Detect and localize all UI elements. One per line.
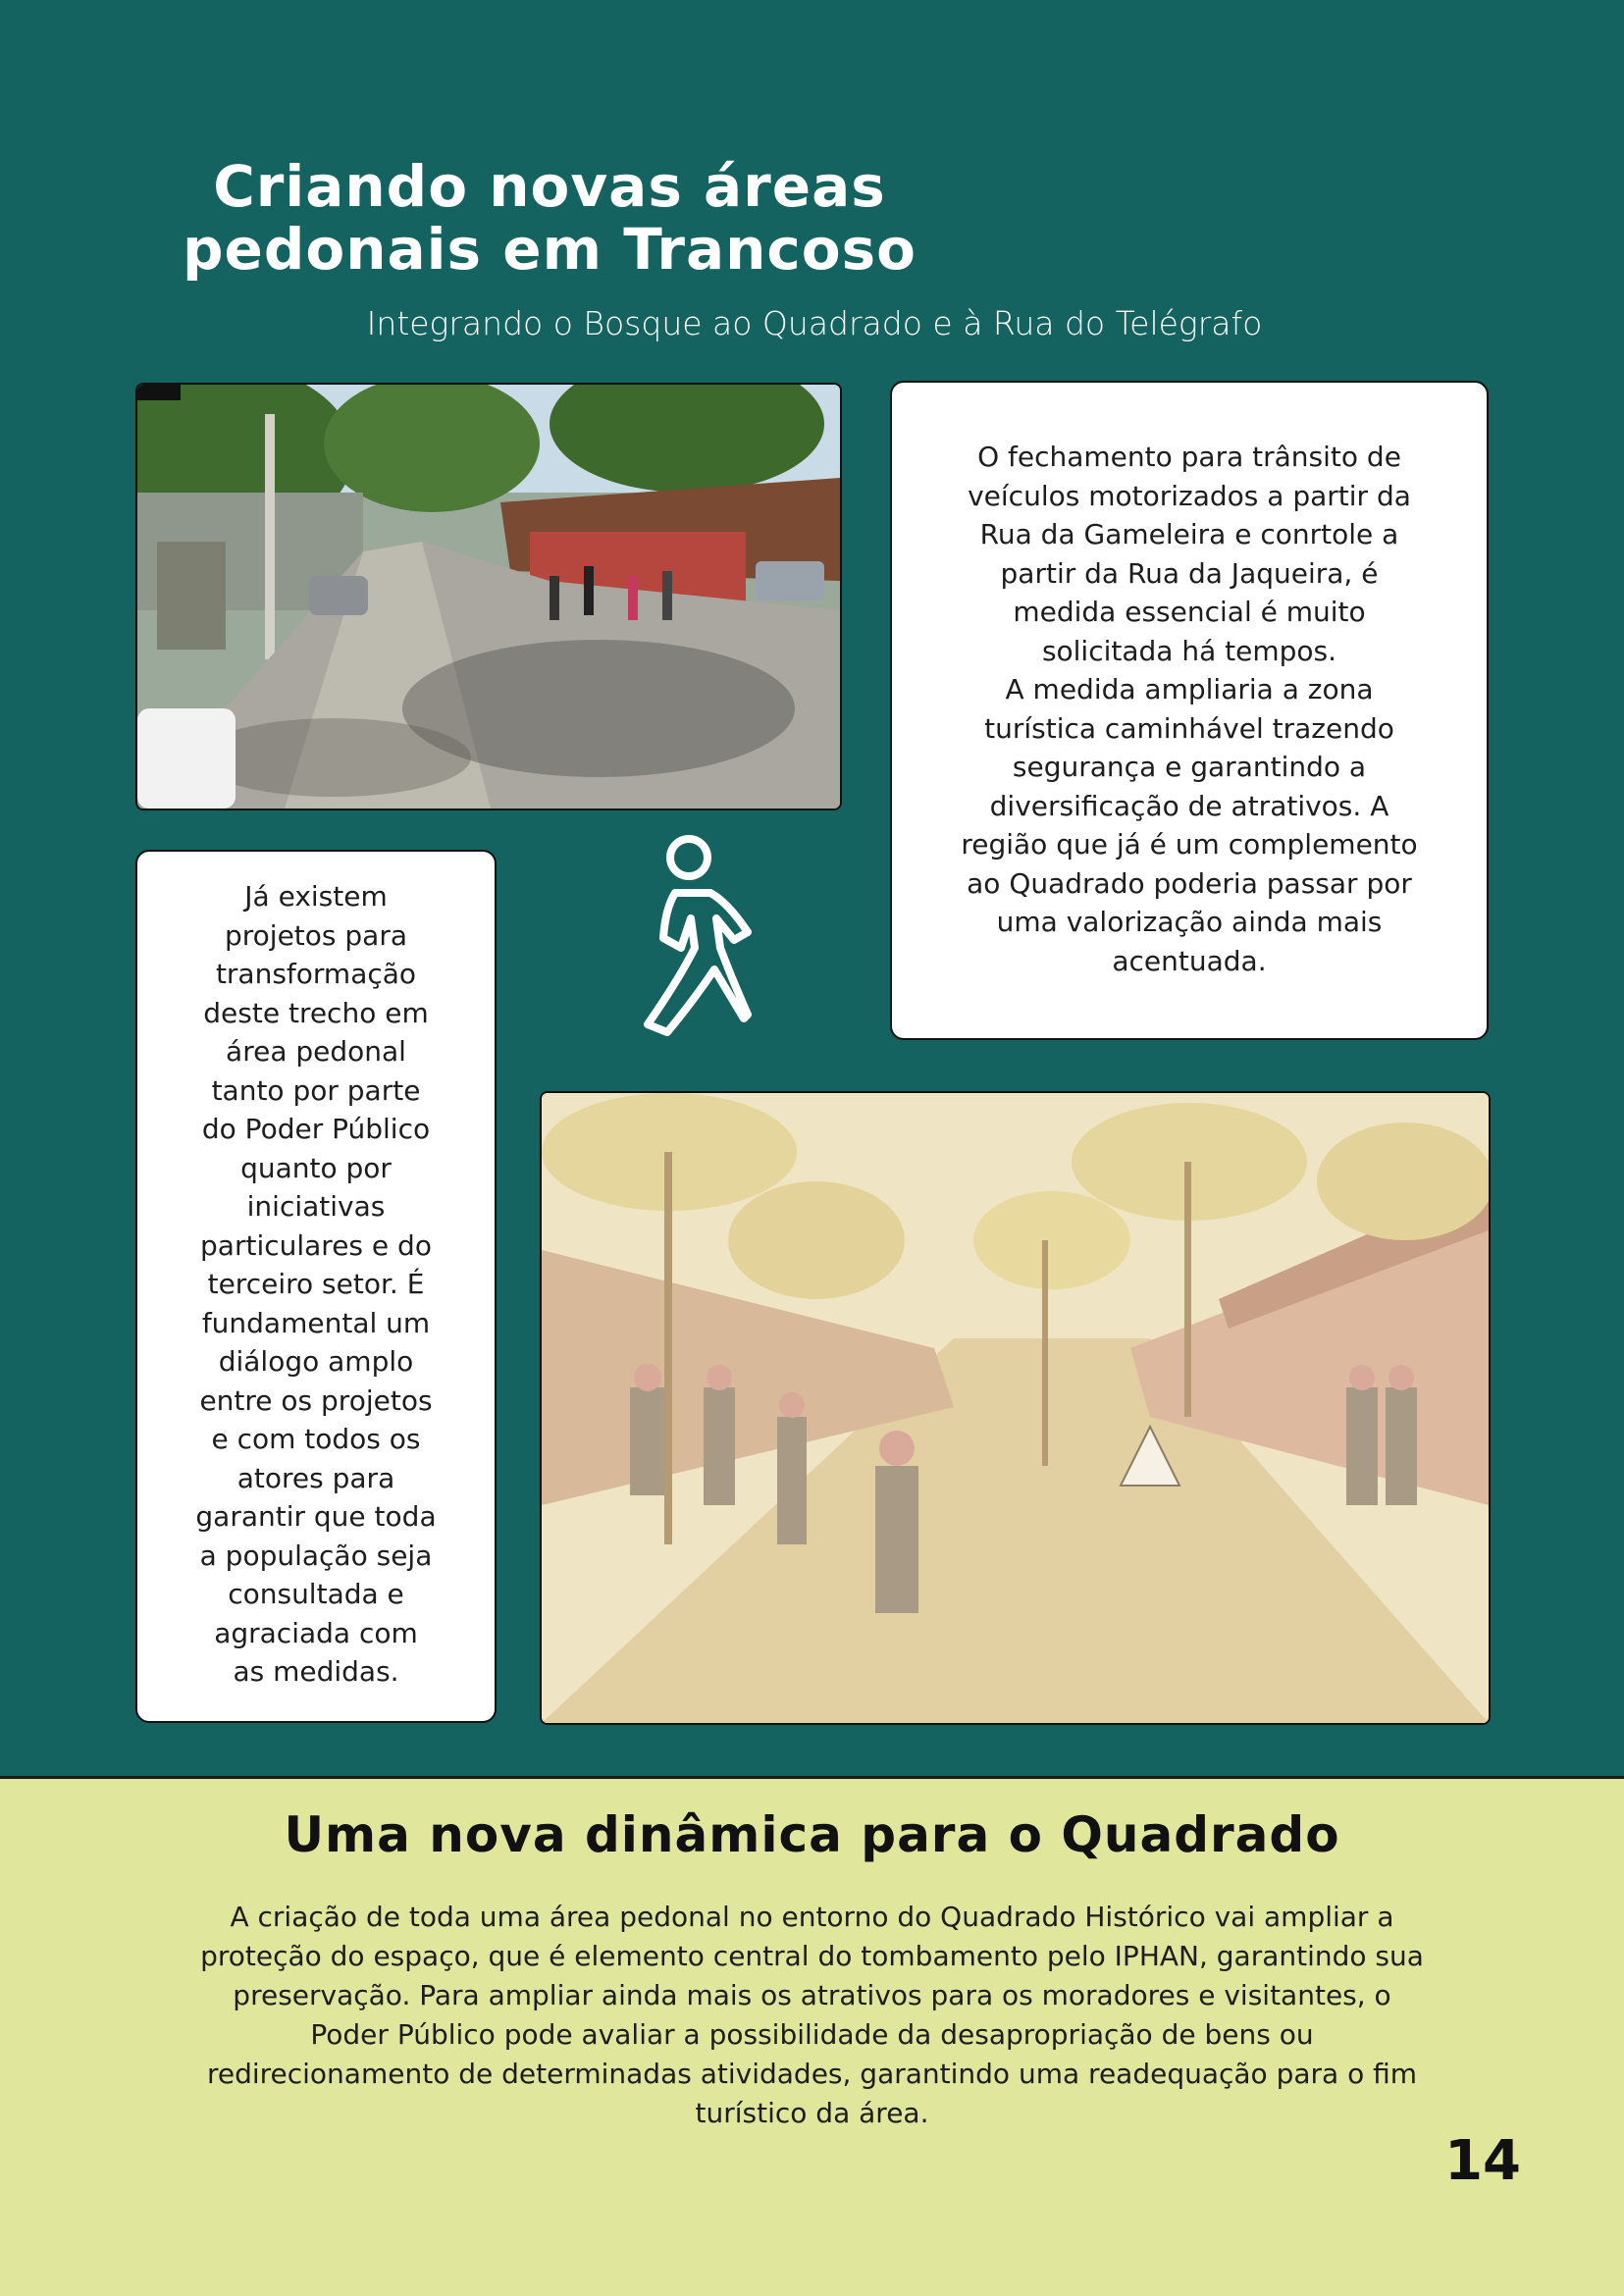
info-card-right	[890, 381, 1489, 1040]
page-title-line-2: pedonais em Trancoso	[182, 216, 917, 283]
section-body: A criação de toda uma área pedonal no entorno do Quadrado Histórico vai ampliar a proteção do espaço, que é elemento central do tombamento pelo IPHAN, garantindo sua preservação. Para ampliar ainda mais os atrativos para os moradores e visitantes, o Poder Público pode avaliar a possibilidade da desapropriação de bens ou redirecionamento de determinadas atividades, garantindo uma readequação para o fim turístico da área.	[200, 1901, 1424, 2129]
info-card-left	[135, 850, 497, 1723]
page-title-line-1: Criando novas áreas	[213, 153, 886, 220]
info-card-right-text: O fechamento para trânsito de veículos motorizados a partir da Rua da Gameleira e conrtole a partir da Rua da Jaqueira, é medida essencial é muito solicitada há tempos. A medida ampliaria a zona turística caminhável trazendo segurança e garantindo a diversificação de atrativos. A região que já é um complemento ao Quadrado poderia passar por uma valorização ainda mais acentuada.	[961, 441, 1418, 977]
pedestrian-street-illustration	[540, 1091, 1491, 1725]
page-subtitle: Integrando o Bosque ao Quadrado e à Rua do Telégrafo	[366, 304, 1263, 342]
section-title: Uma nova dinâmica para o Quadrado	[284, 1806, 1340, 1863]
page-title	[177, 155, 922, 281]
info-card-left-text: Já existem projetos para transformação deste trecho em área pedonal tanto por parte do Poder Público quanto por iniciativas particulares e do terceiro setor. É fundamental um diálogo amplo entre os projetos e com todos os atores para garantir que toda a população seja consultada e agraciada com as medidas.	[195, 880, 437, 1688]
pedestrian-walking-icon	[626, 832, 756, 1038]
page-number: 14	[1444, 2129, 1521, 2193]
street-photo	[135, 383, 842, 810]
